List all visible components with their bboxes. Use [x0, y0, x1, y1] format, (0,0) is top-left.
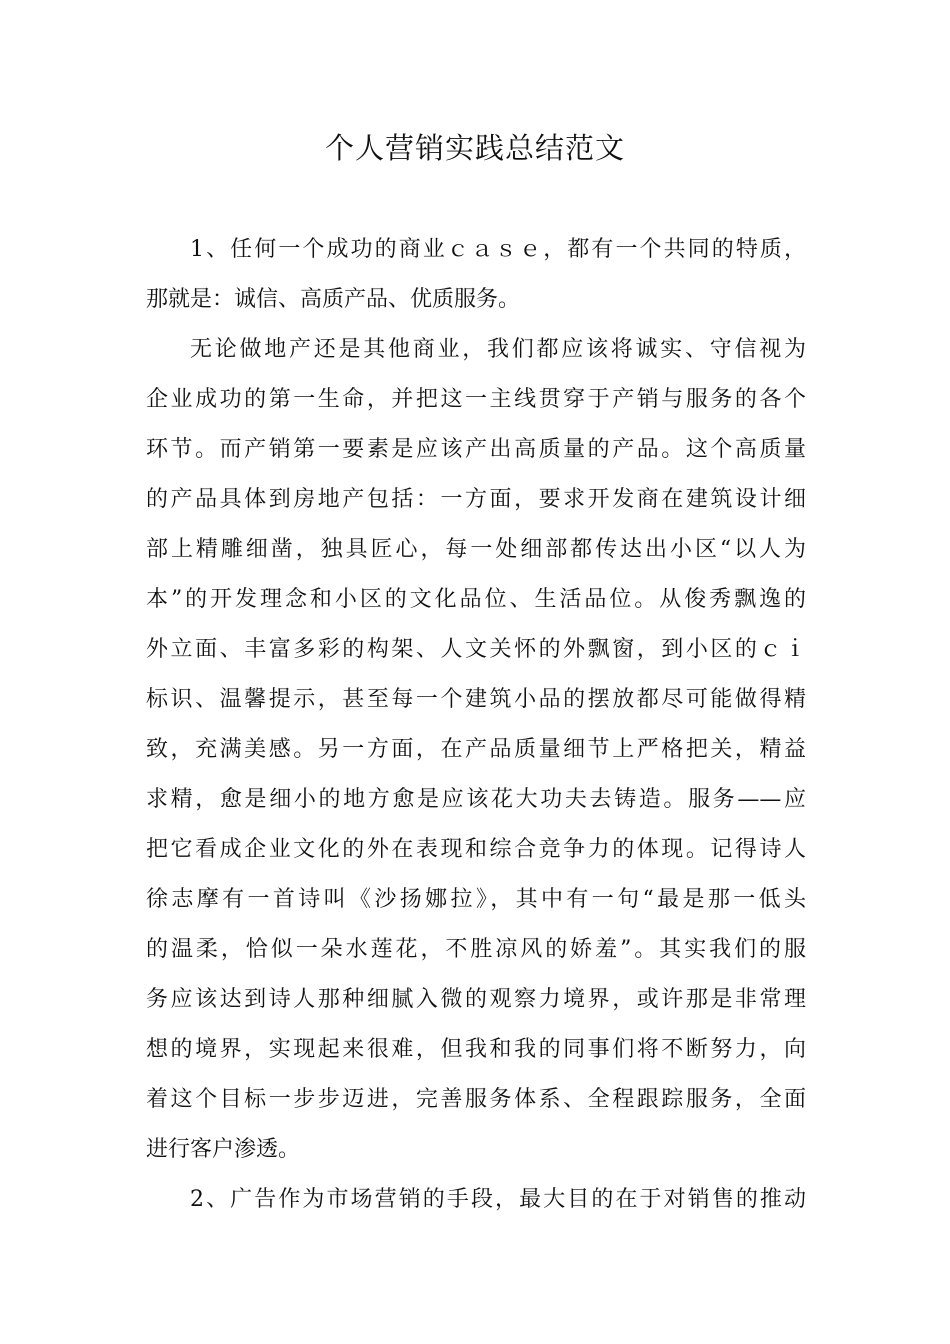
- paragraph-2-line-8: 标识、温馨提示，甚至每一个建筑小品的摆放都尽可能做得精: [146, 687, 806, 712]
- paragraph-2-line-6: 本”的开发理念和小区的文化品位、生活品位。从俊秀飘逸的: [146, 587, 806, 612]
- paragraph-2-line-14: 务应该达到诗人那种细腻入微的观察力境界，或许那是非常理: [146, 987, 806, 1012]
- paragraph-2-line-7: 外立面、丰富多彩的构架、人文关怀的外飘窗，到小区的ｃｉ: [146, 637, 806, 662]
- paragraph-2-line-5: 部上精雕细凿，独具匠心，每一处细部都传达出小区“以人为: [146, 537, 806, 562]
- paragraph-2-line-15: 想的境界，实现起来很难，但我和我的同事们将不断努力，向: [146, 1037, 806, 1062]
- paragraph-1-line-1: 1、任何一个成功的商业ｃａｓｅ，都有一个共同的特质，: [190, 237, 806, 262]
- paragraph-2-line-17: 进行客户渗透。: [146, 1137, 301, 1162]
- paragraph-2-line-2: 企业成功的第一生命，并把这一主线贯穿于产销与服务的各个: [146, 387, 806, 412]
- paragraph-3-line-1: 2、广告作为市场营销的手段，最大目的在于对销售的推动: [190, 1187, 806, 1212]
- paragraph-2-line-9: 致，充满美感。另一方面，在产品质量细节上严格把关，精益: [146, 737, 806, 762]
- paragraph-2-line-10: 求精，愈是细小的地方愈是应该花大功夫去铸造。服务——应: [146, 787, 806, 812]
- paragraph-2-line-1: 无论做地产还是其他商业，我们都应该将诚实、守信视为: [190, 337, 806, 362]
- paragraph-2-line-4: 的产品具体到房地产包括：一方面，要求开发商在建筑设计细: [146, 487, 806, 512]
- paragraph-2-line-3: 环节。而产销第一要素是应该产出高质量的产品。这个高质量: [146, 437, 806, 462]
- paragraph-2-line-12: 徐志摩有一首诗叫《沙扬娜拉》，其中有一句“最是那一低头: [146, 887, 806, 912]
- document-body: [146, 225, 806, 1225]
- document-title: 个人营销实践总结范文: [324, 131, 625, 165]
- paragraph-2-line-11: 把它看成企业文化的外在表现和综合竞争力的体现。记得诗人: [146, 837, 806, 862]
- paragraph-2-line-13: 的温柔，恰似一朵水莲花，不胜凉风的娇羞”。其实我们的服: [146, 937, 806, 962]
- paragraph-2-line-16: 着这个目标一步步迈进，完善服务体系、全程跟踪服务，全面: [146, 1087, 806, 1112]
- paragraph-1-line-2: 那就是：诚信、高质产品、优质服务。: [146, 287, 521, 312]
